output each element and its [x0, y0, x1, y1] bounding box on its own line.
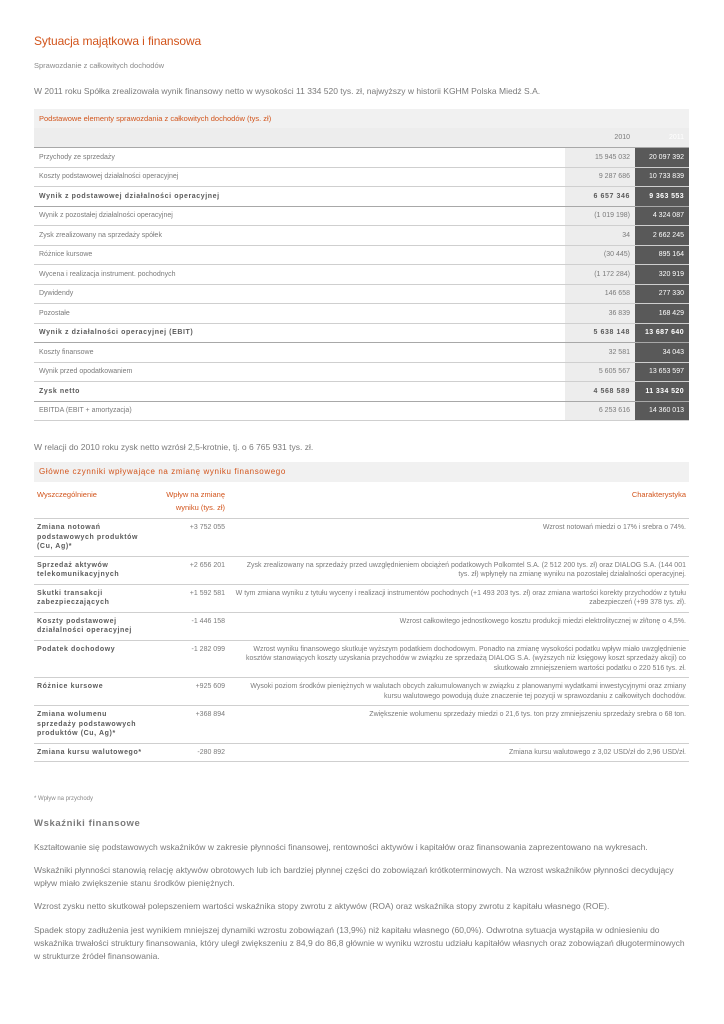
factor-impact: +3 752 055 [150, 519, 231, 557]
factor-row [34, 584, 689, 612]
value-2011: 2 662 245 [635, 226, 689, 246]
net-profit-comparison: W relacji do 2010 roku zysk netto wzrósł 2,5-krotnie, tj. o 6 765 931 tys. zł. [34, 442, 314, 452]
value-2011: 9 363 553 [635, 187, 689, 207]
factor-impact: +925 609 [150, 678, 231, 706]
factor-name: Zmiana notowań podstawowych produktów (Cu, Ag)* [34, 519, 150, 557]
value-2011: 320 919 [635, 265, 689, 285]
factor-description: Wzrost wyniku finansowego skutkuje wyższym podatkiem dochodowym. Ponadto na zmianę wysokości podatku wpływ miało uwzględnienie kosztów stanowiących koszty uzyskania przychodów w związku ze sprzedażą DIALOG S.A. (wyższych niż księgowy koszt sprzedaży akcji) co skutkowało zmniejszeniem wartości podatku o 220 516 tys. zł. [231, 640, 689, 678]
financial-statement-box [34, 109, 689, 418]
financial-table-row [34, 206, 689, 226]
factor-impact: +368 894 [150, 706, 231, 744]
financial-table-row [34, 362, 689, 382]
value-2010: 5 605 567 [565, 362, 635, 382]
section-subtitle: Sprawozdanie z całkowitych dochodów [34, 61, 165, 70]
value-2010: (30 445) [565, 245, 635, 265]
financial-table-row [34, 304, 689, 324]
factors-box [34, 462, 689, 762]
factors-header-row [34, 486, 689, 519]
value-2010: 15 945 032 [565, 148, 635, 168]
value-2011: 895 164 [635, 245, 689, 265]
financial-table-row [34, 323, 689, 343]
factor-description: Wysoki poziom środków pieniężnych w walutach obcych zakumulowanych w związku z planowanymi wydatkami inwestycyjnymi oraz zmiany kursu walutowego powodują duże znaczenie tej pozycji w sprawozdaniu z całkowitych dochodów. [231, 678, 689, 706]
intro-text: W 2011 roku Spółka zrealizowała wynik finansowy netto w wysokości 11 334 520 tys. zł, najwyższy w historii KGHM Polska Miedź S.A. [34, 86, 541, 96]
factor-name: Skutki transakcji zabezpieczających [34, 584, 150, 612]
value-2010: 34 [565, 226, 635, 246]
value-2010: 5 638 148 [565, 323, 635, 343]
paragraph: Kształtowanie się podstawowych wskaźników w zakresie płynności finansowej, rentowności aktywów i kapitałów oraz finansowania zaprezentowano na wykresach. [34, 842, 648, 852]
row-label: Wynik z podstawowej działalności operacyjnej [34, 187, 565, 207]
financial-table-row [34, 265, 689, 285]
financial-table-heading: Podstawowe elementy sprawozdania z całkowitych dochodów (tys. zł) [34, 109, 689, 128]
factor-row [34, 556, 689, 584]
financial-table-row [34, 382, 689, 402]
factor-row [34, 640, 689, 678]
row-label: Wycena i realizacja instrument. pochodnych [34, 265, 565, 285]
factors-table-heading: Główne czynniki wpływające na zmianę wyniku finansowego [34, 462, 689, 482]
page-title: Sytuacja majątkowa i finansowa [34, 34, 202, 48]
factor-description: W tym zmiana wyniku z tytułu wyceny i realizacji instrumentów pochodnych (+1 493 203 tys. zł) oraz zmiana wartości korekty przychodów z tytułu zabezpieczeń (+99 378 tys. zł). [231, 584, 689, 612]
value-2011: 13 653 597 [635, 362, 689, 382]
row-label: Zysk zrealizowany na sprzedaży spółek [34, 226, 565, 246]
factor-name: Sprzedaż aktywów telekomunikacyjnych [34, 556, 150, 584]
row-label: Przychody ze sprzedaży [34, 148, 565, 168]
row-label: Wynik z pozostałej działalności operacyjnej [34, 206, 565, 226]
value-2011: 4 324 087 [635, 206, 689, 226]
financial-table-row [34, 343, 689, 363]
row-label: Wynik przed opodatkowaniem [34, 362, 565, 382]
value-2010: 146 658 [565, 284, 635, 304]
factor-name: Różnice kursowe [34, 678, 150, 706]
col-specification-header: Wyszczególnienie [34, 486, 150, 519]
factor-name: Podatek dochodowy [34, 640, 150, 678]
factor-impact: +2 656 201 [150, 556, 231, 584]
financial-table-row [34, 401, 689, 421]
footnote: * Wpływ na przychody [34, 796, 94, 802]
factor-description: Wzrost notowań miedzi o 17% i srebra o 74%. [231, 519, 689, 557]
col-characteristics-header: Charakterystyka [231, 486, 689, 519]
factor-description: Zmiana kursu walutowego z 3,02 USD/zł do 2,96 USD/zł. [231, 743, 689, 762]
value-2010: 4 568 589 [565, 382, 635, 402]
financial-table-row [34, 187, 689, 207]
value-2011: 20 097 392 [635, 148, 689, 168]
factor-row [34, 743, 689, 762]
value-2011: 14 360 013 [635, 401, 689, 421]
row-label: Pozostałe [34, 304, 565, 324]
financial-table-row [34, 226, 689, 246]
row-label: EBITDA (EBIT + amortyzacja) [34, 401, 565, 421]
financial-table-row [34, 148, 689, 168]
value-2010: 36 839 [565, 304, 635, 324]
value-2010: (1 172 284) [565, 265, 635, 285]
row-label: Zysk netto [34, 382, 565, 402]
row-label: Wynik z działalności operacyjnej (EBIT) [34, 323, 565, 343]
value-2010: (1 019 198) [565, 206, 635, 226]
value-2011: 13 687 640 [635, 323, 689, 343]
factor-name: Koszty podstawowej działalności operacyjnej [34, 612, 150, 640]
value-2011: 34 043 [635, 343, 689, 363]
factor-impact: -1 282 099 [150, 640, 231, 678]
factor-row [34, 706, 689, 744]
factor-impact: -280 892 [150, 743, 231, 762]
financial-table-row [34, 167, 689, 187]
paragraph: Spadek stopy zadłużenia jest wynikiem mniejszej dynamiki wzrostu zobowiązań (13,9%) niż kapitału własnego (60,0%). Odwrotna sytuacja wystąpiła w odniesieniu do wskaźnika trwałości struktury finansowania, który uległ zwiększeniu z 84,9 do 86,8 głównie w wyniku wzrostu udziału kapitałów własnych oraz zobowiązań długoterminowych w strukturze źródeł finansowania. [34, 925, 685, 961]
financial-table [34, 128, 689, 421]
value-2010: 32 581 [565, 343, 635, 363]
financial-table-row [34, 245, 689, 265]
factor-description: Wzrost całkowitego jednostkowego kosztu produkcji miedzi elektrolitycznej w zł/tonę o 4,5%. [231, 612, 689, 640]
paragraph: Wskaźniki płynności stanowią relację aktywów obrotowych lub ich bardziej płynnej części do zobowiązań krótkoterminowych. Na wzrost wskaźników płynności decydujący wpływ miało zwiększenie stanu środków pieniężnych. [34, 865, 674, 888]
paragraph: Wzrost zysku netto skutkował polepszeniem wartości wskaźnika stopy zwrotu z aktywów (ROA) oraz wskaźnika stopy zwrotu z kapitału własnego (ROE). [34, 901, 610, 911]
financial-table-header-row [34, 128, 689, 148]
factor-description: Zysk zrealizowany na sprzedaży przed uwzględnieniem obciążeń podatkowych Polkomtel S.A. (2 512 200 tys. zł) oraz DIALOG S.A. (144 001 tys. zł) wpłynęły na zmianę wyniku na pozostałej działalności operacyjnej. [231, 556, 689, 584]
row-label: Dywidendy [34, 284, 565, 304]
factor-description: Zwiększenie wolumenu sprzedaży miedzi o 21,6 tys. ton przy zmniejszeniu sprzedaży srebra o 68 ton. [231, 706, 689, 744]
factor-row [34, 678, 689, 706]
value-2011: 168 429 [635, 304, 689, 324]
year-2011-header: 2011 [635, 128, 689, 148]
row-label: Koszty finansowe [34, 343, 565, 363]
factor-impact: +1 592 581 [150, 584, 231, 612]
factor-row [34, 519, 689, 557]
value-2010: 9 287 686 [565, 167, 635, 187]
col-impact-header: Wpływ na zmianę wyniku (tys. zł) [150, 486, 231, 519]
year-2010-header: 2010 [565, 128, 635, 148]
financial-table-row [34, 284, 689, 304]
factors-table [34, 486, 689, 762]
value-2011: 277 330 [635, 284, 689, 304]
value-2011: 10 733 839 [635, 167, 689, 187]
indicators-heading: Wskaźniki finansowe [34, 818, 141, 829]
factor-name: Zmiana kursu walutowego* [34, 743, 150, 762]
row-label: Różnice kursowe [34, 245, 565, 265]
factor-row [34, 612, 689, 640]
factor-name: Zmiana wolumenu sprzedaży podstawowych produktów (Cu, Ag)* [34, 706, 150, 744]
header-empty-cell [34, 128, 565, 148]
row-label: Koszty podstawowej działalności operacyjnej [34, 167, 565, 187]
value-2010: 6 657 346 [565, 187, 635, 207]
value-2010: 6 253 616 [565, 401, 635, 421]
value-2011: 11 334 520 [635, 382, 689, 402]
factor-impact: -1 446 158 [150, 612, 231, 640]
